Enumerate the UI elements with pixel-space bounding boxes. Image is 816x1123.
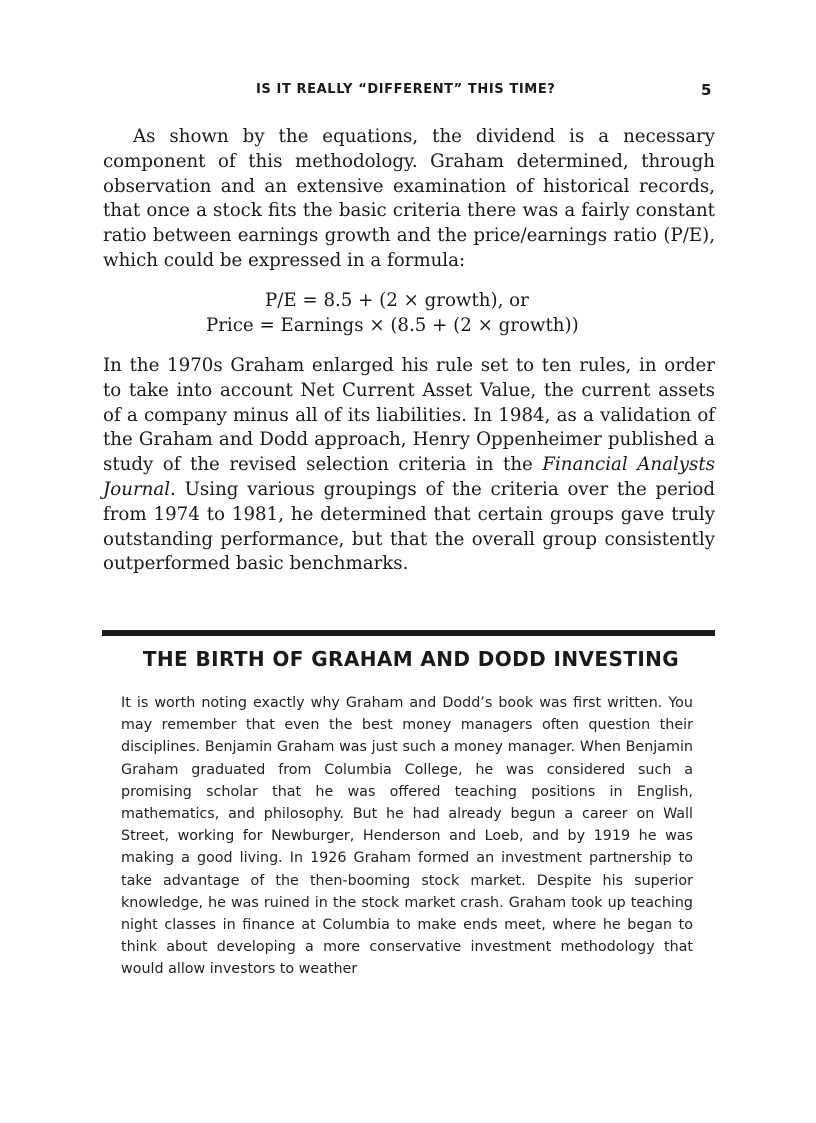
sidebar-heading: THE BIRTH OF GRAHAM AND DODD INVESTING [142, 647, 680, 671]
sidebar-divider [102, 630, 715, 636]
paragraph-2-text-end: . Using various groupings of the criteria over the period from 1974 to 1981, he determined that certain groups gave truly outstanding performance, but that the overall group consistently outperformed basic benchmarks. [103, 478, 715, 575]
paragraph-2-text-start: In the 1970s Graham enlarged his rule set to ten rules, in order to take into account Net Current Asset Value, the current assets of a company minus all of its liabilities. In 1984, as a validation of the Graham and Dodd approach, Henry Oppenheimer published a study of the revised selection criteria in the [103, 355, 715, 476]
equation-price: Price = Earnings × (8.5 + (2 × growth)) [206, 315, 579, 336]
journal-title: Financial Analysts Journal [103, 454, 715, 500]
running-head-title: IS IT REALLY “DIFFERENT” THIS TIME? [256, 82, 556, 97]
running-head [104, 80, 714, 102]
sidebar-text: It is worth noting exactly why Graham and Dodd’s book was first written. You may remember that even the best money managers often question their disciplines. Benjamin Graham was just such a money manager. When Benjamin Graham graduated from Columbia College, he was considered such a promising scholar that he was offered teaching positions in English, mathematics, and philosophy. But he had already begun a career on Wall Street, working for Newburger, Henderson and Loeb, and by 1919 he was making a good living. In 1926 Graham formed an investment partnership to take advantage of the then-booming stock market. Despite his superior knowledge, he was ruined in the stock market crash. Graham took up teaching night classes in finance at Columbia to make ends meet, where he began to think about developing a more conservative investment methodology that would allow investors to weather [121, 695, 693, 978]
equation-pe: P/E = 8.5 + (2 × growth), or [265, 290, 529, 311]
page-number: 5 [700, 81, 712, 99]
body-paragraph-1: As shown by the equations, the dividend is a necessary component of this methodology. Graham determined, through observation and an extensive examination of historical records, that once a stock fits the basic criteria there was a fairly constant ratio between earnings growth and the price/earnings ratio (P/E), which could be expressed in a formula: [103, 126, 715, 271]
body-paragraph-2 [103, 354, 715, 577]
